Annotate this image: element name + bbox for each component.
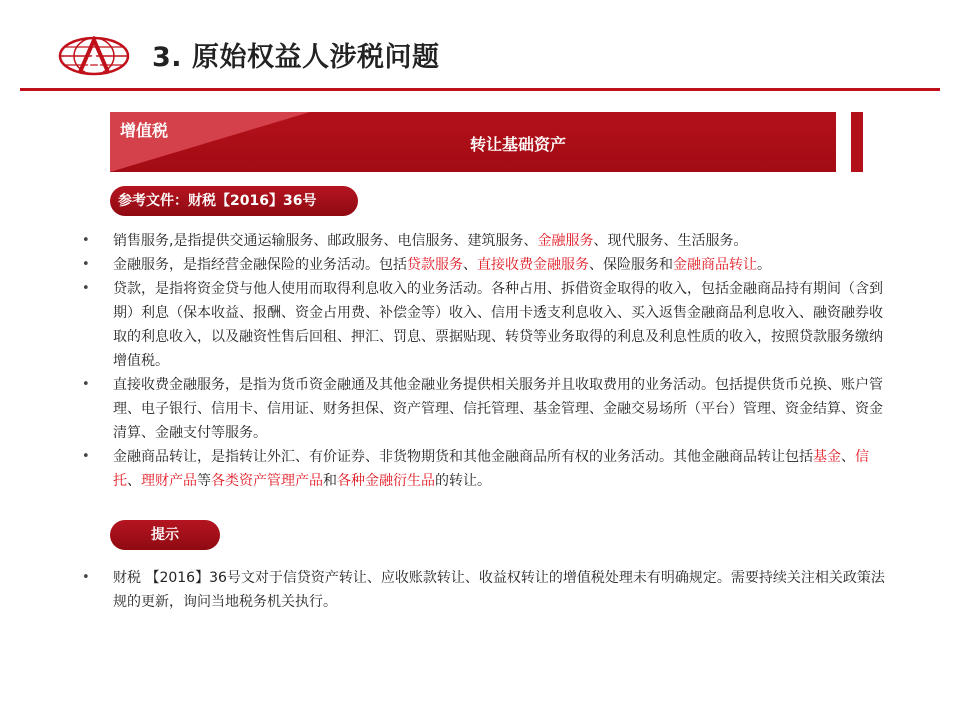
highlighted-text: 各种金融衍生品 bbox=[337, 473, 435, 489]
banner-end-cap bbox=[851, 112, 863, 172]
text-segment: 直接收费金融服务，是指为货币资金融通及其他金融业务提供相关服务并且收取费用的业务活动。包括提供货币兑换、账户管理、电子银行、信用卡、信用证、财务担保、资产管理、信托管理、基金管理、金融交易场所（平台）管理、资金结算、资金清算、金融支付等服务。 bbox=[113, 377, 883, 441]
page-title: 3. 原始权益人涉税问题 bbox=[152, 42, 440, 73]
text-segment: 。 bbox=[757, 257, 771, 273]
list-item bbox=[82, 229, 892, 253]
list-item bbox=[82, 253, 892, 277]
list-item bbox=[82, 445, 892, 493]
globe-logo-icon bbox=[58, 36, 130, 76]
text-segment: 金融服务，是指经营金融保险的业务活动。包括 bbox=[113, 257, 407, 273]
highlighted-text: 各类资产管理产品 bbox=[211, 473, 323, 489]
text-segment: 、现代服务、生活服务。 bbox=[593, 233, 748, 249]
text-segment: 和 bbox=[323, 473, 337, 489]
reference-badge: 参考文件：财税【2016】36号 bbox=[110, 186, 358, 216]
highlighted-text: 贷款服务 bbox=[407, 257, 463, 273]
hint-list bbox=[82, 566, 892, 614]
banner-title: 转让基础资产 bbox=[469, 135, 566, 154]
text-segment: 财税 【2016】36号文对于信贷资产转让、应收账款转让、收益权转让的增值税处理未有明确规定。需要持续关注相关政策法规的更新，询问当地税务机关执行。 bbox=[113, 570, 885, 610]
text-segment: 、 bbox=[127, 473, 141, 489]
highlighted-text: 理财产品 bbox=[141, 473, 197, 489]
highlighted-text: 基金 bbox=[813, 449, 841, 465]
list-item bbox=[82, 373, 892, 445]
list-item bbox=[82, 277, 892, 373]
definition-list bbox=[82, 229, 892, 493]
highlighted-text: 金融商品转让 bbox=[673, 257, 757, 273]
text-segment: 等 bbox=[197, 473, 211, 489]
list-item bbox=[82, 566, 892, 614]
banner-tag: 增值税 bbox=[120, 121, 169, 140]
text-segment: 、 bbox=[841, 449, 855, 465]
highlighted-text: 直接收费金融服务 bbox=[477, 257, 589, 273]
highlighted-text: 信托 bbox=[113, 449, 869, 489]
highlighted-text: 金融服务 bbox=[537, 233, 594, 249]
text-segment: 、保险服务和 bbox=[589, 257, 673, 273]
text-segment: 的转让。 bbox=[435, 473, 491, 489]
hint-badge: 提示 bbox=[110, 520, 220, 550]
text-segment: 、 bbox=[463, 257, 477, 273]
section-banner bbox=[110, 112, 836, 172]
text-segment: 贷款，是指将资金贷与他人使用而取得利息收入的业务活动。各种占用、拆借资金取得的收入，包括金融商品持有期间（含到期）利息（保本收益、报酬、资金占用费、补偿金等）收入、信用卡透支利息收入、买入返售金融商品利息收入、融资融券收取的利息收入，以及融资性售后回租、押汇、罚息、票据贴现、转贷等业务取得的利息及利息性质的收入，按照贷款服务缴纳增值税。 bbox=[113, 281, 883, 369]
title-divider bbox=[20, 88, 940, 91]
text-segment: 销售服务,是指提供交通运输服务、邮政服务、电信服务、建筑服务、 bbox=[113, 233, 538, 249]
text-segment: 金融商品转让，是指转让外汇、有价证券、非货物期货和其他金融商品所有权的业务活动。其他金融商品转让包括 bbox=[113, 449, 813, 465]
